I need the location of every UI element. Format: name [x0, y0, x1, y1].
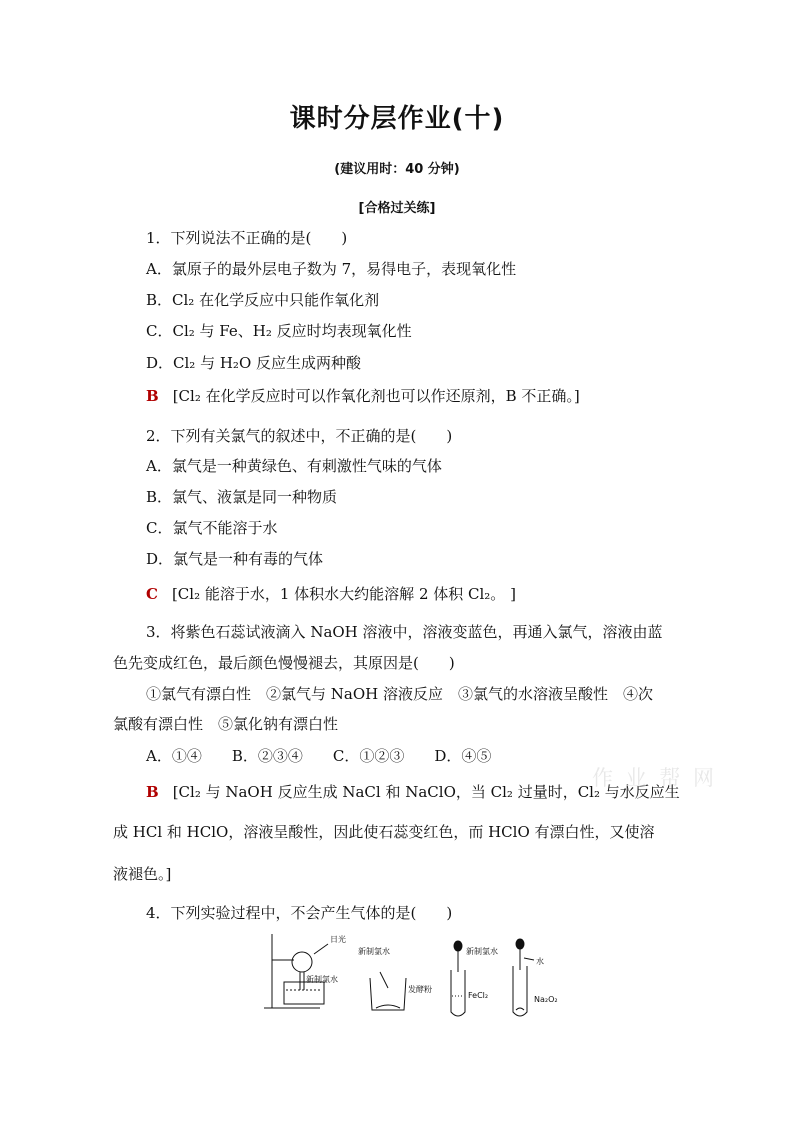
label-b-chlorine-water: 新制氯水: [358, 947, 390, 956]
q3-choices: A．①④ B．②③④ C．①②③ D．④⑤: [146, 747, 492, 765]
q2-explanation: [Cl₂ 能溶于水，1 体积水大约能溶解 2 体积 Cl₂。 ]: [171, 585, 516, 603]
q2-option-d: D．氯气是一种有毒的气体: [146, 550, 324, 568]
q3-stem-line1: 3．将紫色石蕊试液滴入 NaOH 溶液中，溶液变蓝色，再通入氯气，溶液由蓝: [146, 623, 663, 641]
q2-stem: 2．下列有关氯气的叙述中，不正确的是( ): [146, 427, 453, 445]
q1-stem: 1．下列说法不正确的是( ): [146, 229, 348, 247]
q1-option-a: A．氯原子的最外层电子数为 7，易得电子，表现氧化性: [146, 260, 517, 278]
q2-option-c: C．氯气不能溶于水: [146, 519, 278, 537]
q1-answer-line: [146, 386, 580, 406]
q3-statements-line2: 氯酸有漂白性 ⑤氯化钠有漂白性: [113, 715, 339, 733]
label-d-na2o2: Na₂O₂: [534, 995, 558, 1004]
q2-option-a: A．氯气是一种黄绿色、有刺激性气味的气体: [146, 457, 442, 475]
watermark: 作 业 帮 网: [592, 766, 718, 790]
page-title: 课时分层作业(十): [289, 104, 505, 134]
apparatus-c-test-tube: [451, 941, 465, 1016]
q3-stem-line2: 色先变成红色，最后颜色慢慢褪去，其原因是( ): [113, 654, 455, 672]
label-a-chlorine-water: 新制氯水: [306, 975, 338, 984]
q1-answer: B: [146, 387, 159, 405]
q3-explanation-line1: [Cl₂ 与 NaOH 反应生成 NaCl 和 NaClO，当 Cl₂ 过量时，Cl₂ 与水反应生: [172, 783, 680, 801]
q3-explanation-line3: 液褪色。]: [113, 865, 172, 883]
q1-option-c: C．Cl₂ 与 Fe、H₂ 反应时均表现氧化性: [146, 322, 412, 340]
q4-experiment-figure: [262, 930, 572, 1022]
q2-answer-line: [146, 584, 516, 604]
label-c-fecl2: FeCl₂: [468, 991, 489, 1000]
q2-answer: C: [146, 585, 158, 603]
suggested-time: (建议用时：40 分钟): [334, 162, 460, 177]
q1-explanation: [Cl₂ 在化学反应时可以作氧化剂也可以作还原剂，B 不正确。]: [172, 387, 580, 405]
apparatus-a-flask-in-sunlight: [264, 934, 328, 1008]
q2-option-b: B．氯气、液氯是同一种物质: [146, 488, 338, 506]
section-heading: [合格过关练]: [358, 201, 436, 216]
q3-statements-line1: ①氯气有漂白性 ②氯气与 NaOH 溶液反应 ③氯气的水溶液呈酸性 ④次: [146, 685, 653, 703]
label-sunlight: 日光: [330, 935, 346, 944]
label-b-baking-powder: 发酵粉: [408, 985, 432, 994]
apparatus-d-test-tube: [513, 939, 534, 1016]
q1-option-d: D．Cl₂ 与 H₂O 反应生成两种酸: [146, 354, 362, 372]
label-c-chlorine-water: 新制氯水: [466, 947, 498, 956]
q3-explanation-line2: 成 HCl 和 HClO，溶液呈酸性，因此使石蕊变红色，而 HClO 有漂白性，又使溶: [113, 823, 655, 841]
label-d-water: 水: [536, 957, 544, 966]
q1-option-b: B．Cl₂ 在化学反应中只能作氧化剂: [146, 291, 380, 309]
apparatus-b-beaker: [370, 972, 406, 1010]
q3-answer: B: [146, 783, 159, 801]
q4-stem: 4．下列实验过程中，不会产生气体的是( ): [146, 904, 453, 922]
